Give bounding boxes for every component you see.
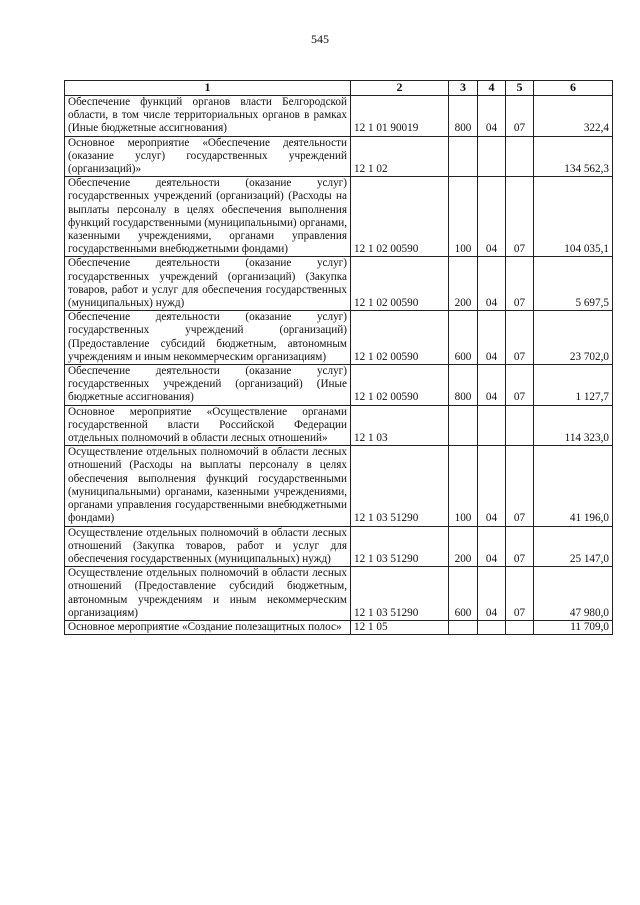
row-amount-cell: 134 562,3 [534,136,613,177]
row-section-cell: 04 [478,257,506,311]
row-code-cell: 12 1 01 90019 [351,96,449,137]
row-expense-type-cell: 200 [449,526,478,567]
table-row [65,257,613,311]
table-row [65,136,613,177]
table-row [65,311,613,365]
header-col-4: 4 [478,81,506,96]
row-name-cell: Основное мероприятие «Обеспечение деятельности (оказание услуг) государственных учреждений (организаций)» [65,136,351,177]
row-section-cell [478,136,506,177]
row-code-cell: 12 1 03 51290 [351,446,449,526]
row-name-cell: Осуществление отдельных полномочий в области лесных отношений (Предоставление субсидий бюджетным, автономным учреждениям и иным некоммерческим организациям) [65,567,351,621]
row-section-cell [478,620,506,634]
row-code-cell: 12 1 02 00590 [351,365,449,406]
row-code-cell: 12 1 03 51290 [351,526,449,567]
table-row [65,405,613,446]
row-section-cell: 04 [478,365,506,406]
table-row [65,365,613,406]
row-code-cell: 12 1 03 [351,405,449,446]
row-code-cell: 12 1 02 00590 [351,257,449,311]
header-col-5: 5 [506,81,534,96]
row-name-cell: Обеспечение деятельности (оказание услуг) государственных учреждений (организаций) (Иные бюджетные ассигнования) [65,365,351,406]
row-code-cell: 12 1 02 [351,136,449,177]
row-name-cell: Обеспечение деятельности (оказание услуг) государственных учреждений (организаций) (Закупка товаров, работ и услуг для обеспечения государственных (муниципальных) нужд) [65,257,351,311]
row-subsection-cell: 07 [506,96,534,137]
row-expense-type-cell: 600 [449,311,478,365]
row-subsection-cell: 07 [506,446,534,526]
row-code-cell: 12 1 03 51290 [351,567,449,621]
table-body [65,96,613,635]
table-row [65,620,613,634]
row-subsection-cell: 07 [506,526,534,567]
row-subsection-cell: 07 [506,257,534,311]
row-amount-cell: 114 323,0 [534,405,613,446]
row-expense-type-cell [449,405,478,446]
row-amount-cell: 25 147,0 [534,526,613,567]
header-col-1: 1 [65,81,351,96]
table-row [65,567,613,621]
row-expense-type-cell: 800 [449,365,478,406]
page-number: 545 [311,32,329,46]
row-amount-cell: 47 980,0 [534,567,613,621]
table-row [65,446,613,526]
row-name-cell: Обеспечение деятельности (оказание услуг) государственных учреждений (организаций) (Расходы на выплаты персоналу в целях обеспечения выполнения функций государственными (муниципальными) органами, казенными учреждениями, органами управления государственными внебюджетными фондами) [65,177,351,257]
header-col-3: 3 [449,81,478,96]
row-code-cell: 12 1 02 00590 [351,311,449,365]
row-section-cell: 04 [478,311,506,365]
row-code-cell: 12 1 05 [351,620,449,634]
row-expense-type-cell: 100 [449,177,478,257]
table-row [65,526,613,567]
row-amount-cell: 322,4 [534,96,613,137]
row-expense-type-cell: 800 [449,96,478,137]
row-subsection-cell: 07 [506,567,534,621]
row-subsection-cell: 07 [506,365,534,406]
row-section-cell: 04 [478,96,506,137]
row-expense-type-cell [449,136,478,177]
row-subsection-cell: 07 [506,311,534,365]
table-row [65,96,613,137]
row-amount-cell: 5 697,5 [534,257,613,311]
row-section-cell: 04 [478,526,506,567]
row-name-cell: Осуществление отдельных полномочий в области лесных отношений (Расходы на выплаты персоналу в целях обеспечения выполнения функций государственными (муниципальными) органами, казенными учреждениями, органами управления государственными внебюджетными фондами) [65,446,351,526]
row-name-cell: Основное мероприятие «Создание полезащитных полос» [65,620,351,634]
row-subsection-cell [506,405,534,446]
header-row [65,81,613,96]
table-header [65,81,613,96]
row-expense-type-cell [449,620,478,634]
budget-table [64,80,613,635]
header-col-6: 6 [534,81,613,96]
row-expense-type-cell: 100 [449,446,478,526]
row-code-cell: 12 1 02 00590 [351,177,449,257]
row-name-cell: Обеспечение функций органов власти Белгородской области, в том числе территориальных органов в рамках (Иные бюджетные ассигнования) [65,96,351,137]
row-name-cell: Осуществление отдельных полномочий в области лесных отношений (Закупка товаров, работ и услуг для обеспечения государственных (муниципальных) нужд) [65,526,351,567]
header-col-2: 2 [351,81,449,96]
row-subsection-cell [506,136,534,177]
table-row [65,177,613,257]
row-amount-cell: 41 196,0 [534,446,613,526]
row-amount-cell: 11 709,0 [534,620,613,634]
row-amount-cell: 23 702,0 [534,311,613,365]
row-amount-cell: 104 035,1 [534,177,613,257]
row-expense-type-cell: 600 [449,567,478,621]
row-section-cell: 04 [478,177,506,257]
row-name-cell: Основное мероприятие «Осуществление органами государственной власти Российской Федерации отдельных полномочий в области лесных отношений» [65,405,351,446]
row-subsection-cell [506,620,534,634]
row-section-cell: 04 [478,446,506,526]
row-section-cell [478,405,506,446]
row-expense-type-cell: 200 [449,257,478,311]
row-section-cell: 04 [478,567,506,621]
row-subsection-cell: 07 [506,177,534,257]
row-amount-cell: 1 127,7 [534,365,613,406]
row-name-cell: Обеспечение деятельности (оказание услуг) государственных учреждений (организаций) (Предоставление субсидий бюджетным, автономным учреждениям и иным некоммерческим организациям) [65,311,351,365]
